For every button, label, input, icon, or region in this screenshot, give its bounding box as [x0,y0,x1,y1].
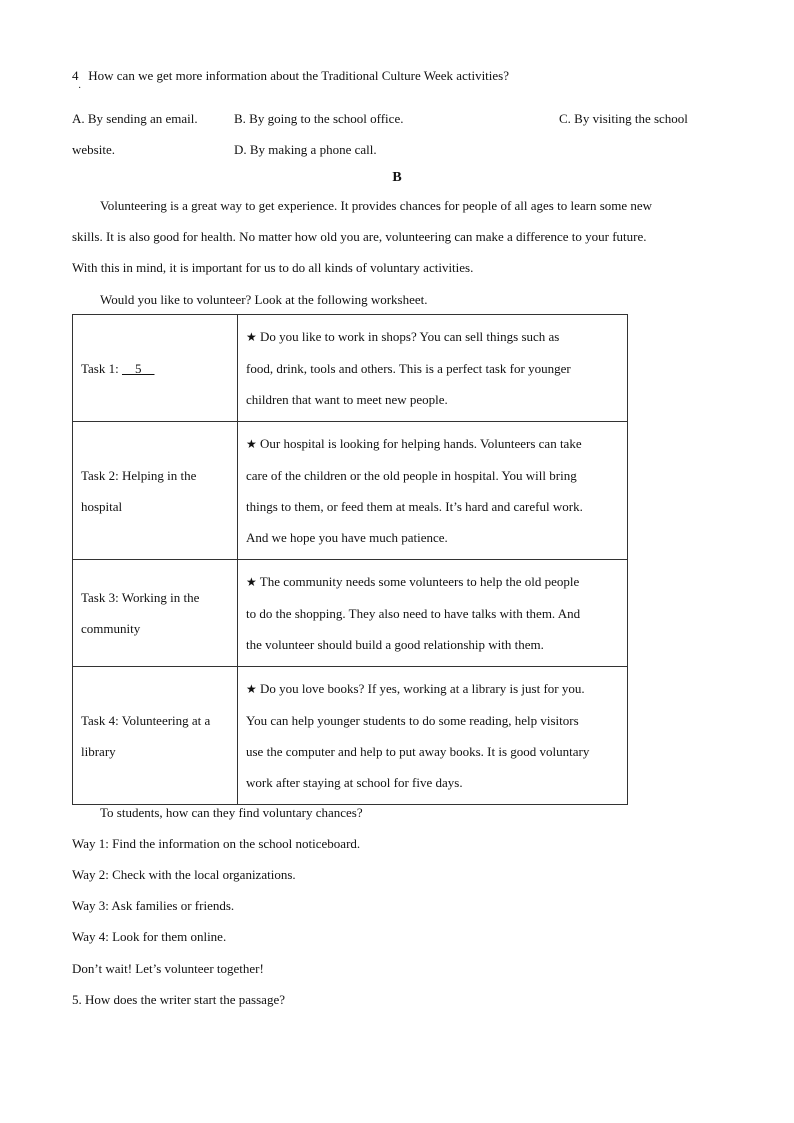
task-label: community [81,621,141,636]
desc-line: care of the children or the old people in hospital. You will bring [246,468,577,483]
task-label: Task 3: Working in the [81,590,200,605]
task-label: Task 2: Helping in the [81,467,197,483]
table-row [73,667,628,805]
desc-line: The community needs some volunteers to help the old people [259,574,580,589]
star-icon: ★ [246,437,257,451]
option-b: B. By going to the school office. [234,111,404,126]
task-label: Task 1: [81,360,122,376]
star-icon: ★ [246,330,257,344]
desc-line: the volunteer should build a good relationship with them. [246,637,544,652]
desc-line: Do you love books? If yes, working at a library is just for you. [260,681,585,696]
star-icon: ★ [246,575,257,589]
description-cell [238,667,628,805]
star-icon: ★ [246,682,257,696]
desc-line: food, drink, tools and others. This is a perfect task for younger [246,361,571,376]
desc-line: to do the shopping. They also need to have talks with them. And [246,606,581,621]
ways-question: To students, how can they find voluntary chances? [100,805,363,820]
section-heading: B [392,170,402,185]
way-3: Way 3: Ask families or friends. [72,898,235,913]
option-d: D. By making a phone call. [234,142,377,157]
task-cell [73,422,238,560]
answer-blank: 5 [134,360,142,376]
task-cell [73,560,238,667]
desc-line: And we hope you have much patience. [246,530,448,545]
table-row [73,315,628,422]
table-row [73,422,628,560]
option-c: C. By visiting the school [559,111,688,126]
description-cell [238,560,628,667]
task-label: hospital [81,498,123,514]
intro-line-1: Volunteering is a great way to get experience. It provides chances for people of all ages to learn some new [100,198,653,213]
question-marker: · [78,83,82,94]
way-1: Way 1: Find the information on the school noticeboard. [72,836,361,851]
intro-line-2: skills. It is also good for health. No matter how old you are, volunteering can make a difference to your future. [72,229,647,244]
way-2: Way 2: Check with the local organizations. [72,867,296,882]
task-cell [73,315,238,422]
desc-line: things to them, or feed them at meals. It’s hard and careful work. [246,499,583,514]
option-c-continued: website. [72,142,115,157]
desc-line: Our hospital is looking for helping hands. Volunteers can take [260,436,582,451]
description-cell [238,422,628,560]
desc-line: work after staying at school for five days. [246,775,463,790]
task-label: library [81,743,116,759]
desc-line: You can help younger students to do some reading, help visitors [246,713,579,728]
table-row [73,560,628,667]
description-cell [238,315,628,422]
way-4: Way 4: Look for them online. [72,929,227,944]
worksheet-prompt: Would you like to volunteer? Look at the following worksheet. [100,292,428,307]
worksheet-table [72,314,628,805]
desc-line: use the computer and help to put away books. It is good voluntary [246,744,590,759]
question-4-stem [72,68,509,84]
question-number: 4 [72,68,79,83]
desc-line: Do you like to work in shops? You can sell things such as [260,329,560,344]
closing-line: Don’t wait! Let’s volunteer together! [72,961,264,976]
intro-line-3: With this in mind, it is important for us to do all kinds of voluntary activities. [72,260,474,275]
desc-line: children that want to meet new people. [246,392,448,407]
question-text: How can we get more information about the Traditional Culture Week activities? [88,68,509,83]
option-a: A. By sending an email. [72,111,198,126]
task-label: Task 4: Volunteering at a [81,712,211,728]
question-5: 5. How does the writer start the passage? [72,992,285,1007]
task-cell [73,667,238,805]
